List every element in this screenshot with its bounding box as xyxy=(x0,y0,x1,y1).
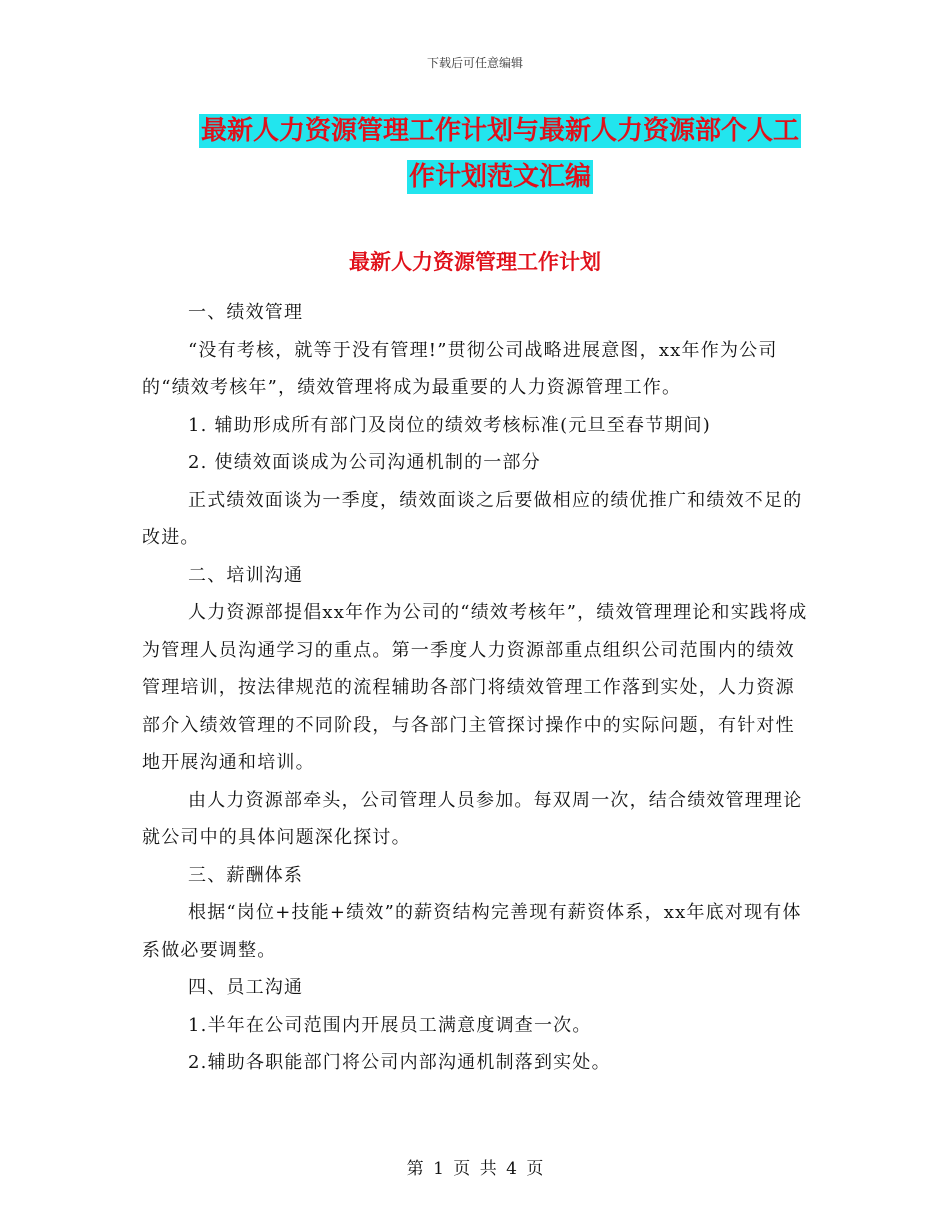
document-title-line-1: 最新人力资源管理工作计划与最新人力资源部个人工 xyxy=(200,116,799,146)
list-item: 2. 使绩效面谈成为公司沟通机制的一部分 xyxy=(188,452,541,473)
paragraph: 由人力资源部牵头，公司管理人员参加。每双周一次，结合绩效管理理论就公司中的具体问题深化探讨。 xyxy=(142,789,803,848)
document-body xyxy=(142,294,810,1082)
heading-training-communication: 二、培训沟通 xyxy=(188,564,304,586)
paragraph: 正式绩效面谈为一季度，绩效面谈之后要做相应的绩优推广和绩效不足的改进。 xyxy=(142,489,803,548)
heading-performance-management: 一、绩效管理 xyxy=(188,302,304,323)
paragraph: 人力资源部提倡xx年作为公司的“绩效考核年”，绩效管理理论和实践将成为管理人员沟通学习的重点。第一季度人力资源部重点组织公司范围内的绩效管理培训，按法律规范的流程辅助各部门将绩效管理工作落到实处，人力资源部介入绩效管理的不同阶段，与各部门主管探讨操作中的实际问题，有针对性地开展沟通和培训。 xyxy=(142,602,808,773)
list-item: 2.辅助各职能部门将公司内部沟通机制落到实处。 xyxy=(188,1052,611,1073)
list-item: 1. 辅助形成所有部门及岗位的绩效考核标准(元旦至春节期间) xyxy=(188,414,711,436)
paragraph: “没有考核，就等于没有管理!”贯彻公司战略进展意图，xx年作为公司的“绩效考核年”，绩效管理将成为最重要的人力资源管理工作。 xyxy=(142,339,778,398)
document-title-line-2: 作计划范文汇编 xyxy=(408,162,591,192)
header-note: 下载后可任意编辑 xyxy=(426,56,523,70)
document-title xyxy=(140,108,860,200)
page-footer: 第 1 页 共 4 页 xyxy=(406,1159,544,1179)
heading-compensation-system: 三、薪酬体系 xyxy=(188,864,304,886)
heading-employee-communication: 四、员工沟通 xyxy=(188,977,304,998)
paragraph: 根据“岗位+技能+绩效”的薪资结构完善现有薪资体系，xx年底对现有体系做必要调整。 xyxy=(142,902,802,961)
section-title: 最新人力资源管理工作计划 xyxy=(349,250,601,274)
list-item: 1.半年在公司范围内开展员工满意度调查一次。 xyxy=(188,1014,592,1036)
